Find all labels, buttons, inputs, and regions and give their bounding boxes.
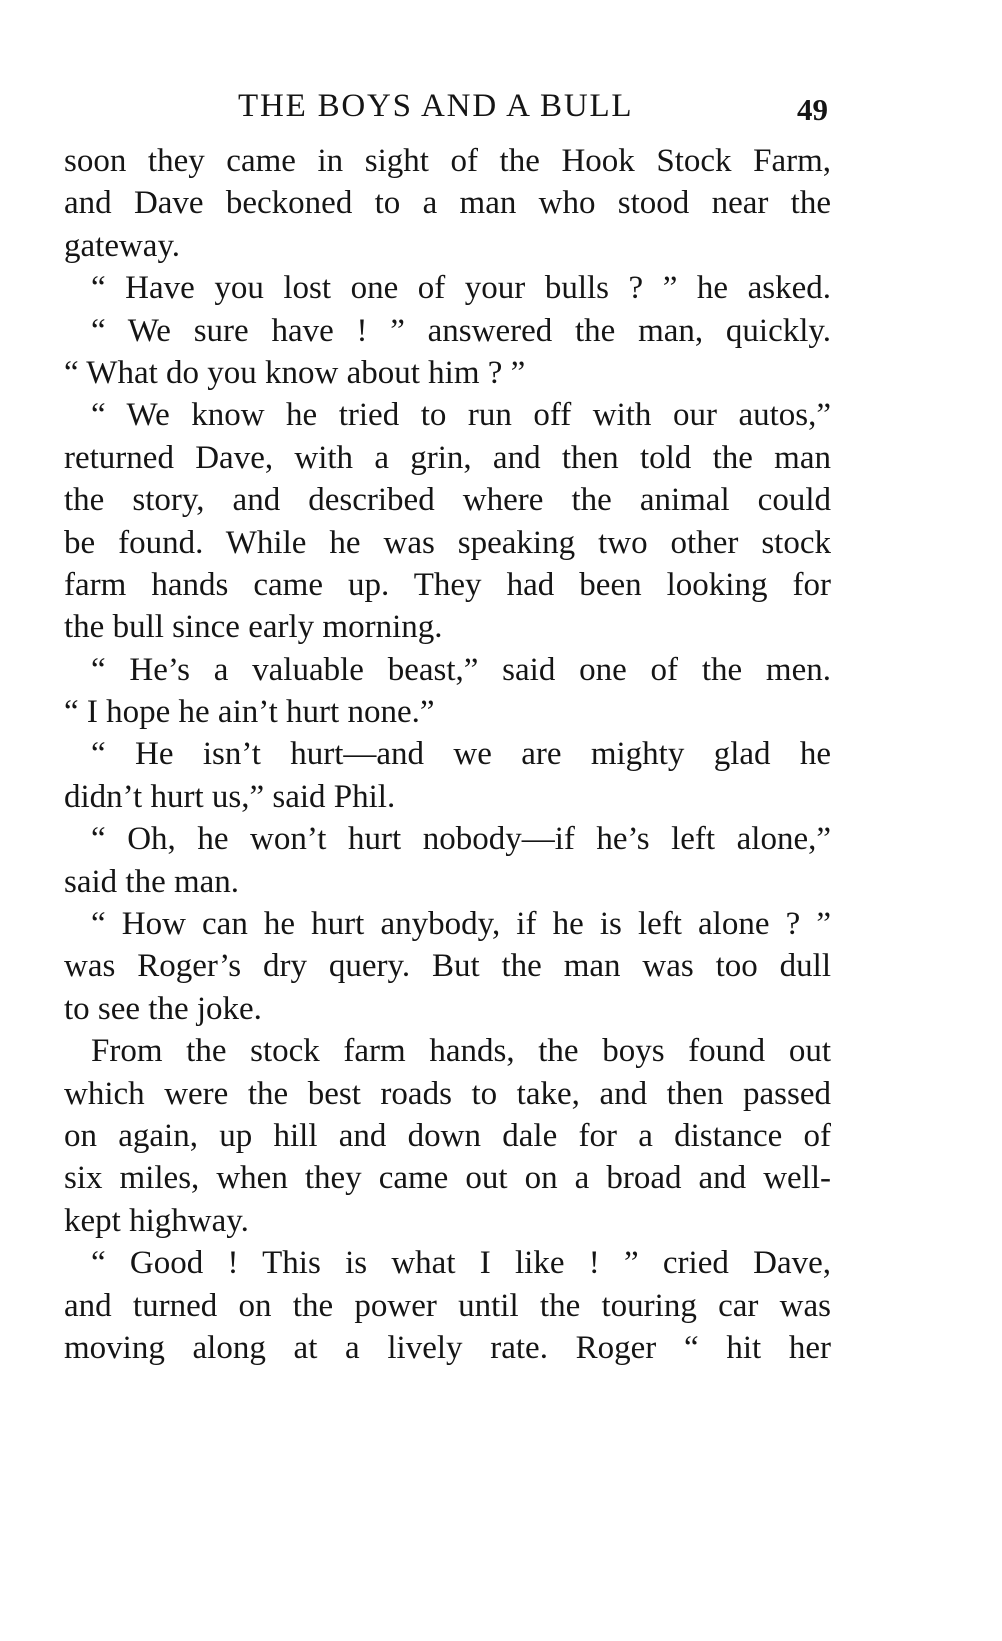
text-line: and Dave beckoned to a man who stood near the [64,185,831,222]
text-line: “ He isn’t hurt—and we are mighty glad he [91,736,831,773]
text-line: six miles, when they came out on a broad and well- [64,1160,831,1197]
text-line: be found. While he was speaking two other stock [64,524,831,561]
text-line: “ We sure have ! ” answered the man, quickly. [91,312,831,349]
body-text [64,140,831,1369]
text-line: “ We know he tried to run off with our autos,” [91,397,831,434]
page-number: 49 [797,92,828,127]
text-line: said the man. [64,863,240,900]
text-line: From the stock farm hands, the boys found out [91,1033,831,1070]
text-line: and turned on the power until the touring car was [64,1287,831,1324]
text-line: “ I hope he ain’t hurt none.” [64,694,435,731]
text-line: didn’t hurt us,” said Phil. [64,778,396,815]
text-line: the bull since early morning. [64,609,443,646]
text-line: moving along at a lively rate. Roger “ hit her [64,1329,831,1366]
text-line: gateway. [64,227,181,264]
text-line: returned Dave, with a grin, and then told the man [64,439,831,476]
text-line: kept highway. [64,1202,249,1239]
text-line: “ Good ! This is what I like ! ” cried Dave, [91,1245,831,1282]
running-head-title: THE BOYS AND A BULL [238,88,634,124]
text-line: “ What do you know about him ? ” [64,354,526,391]
text-line: the story, and described where the animal could [64,482,831,519]
text-line: was Roger’s dry query. But the man was too dull [64,948,831,985]
text-line: “ He’s a valuable beast,” said one of the men. [91,651,831,688]
text-line: “ How can he hurt anybody, if he is left alone ? ” [91,906,831,943]
text-line: soon they came in sight of the Hook Stock Farm, [64,143,831,179]
text-line: “ Oh, he won’t hurt nobody—if he’s left alone,” [91,821,831,858]
text-line: “ Have you lost one of your bulls ? ” he asked. [91,270,831,307]
text-line: on again, up hill and down dale for a distance of [64,1117,831,1154]
text-line: which were the best roads to take, and then passed [64,1075,831,1112]
text-line: to see the joke. [64,990,262,1027]
text-line: farm hands came up. They had been looking for [64,566,831,603]
